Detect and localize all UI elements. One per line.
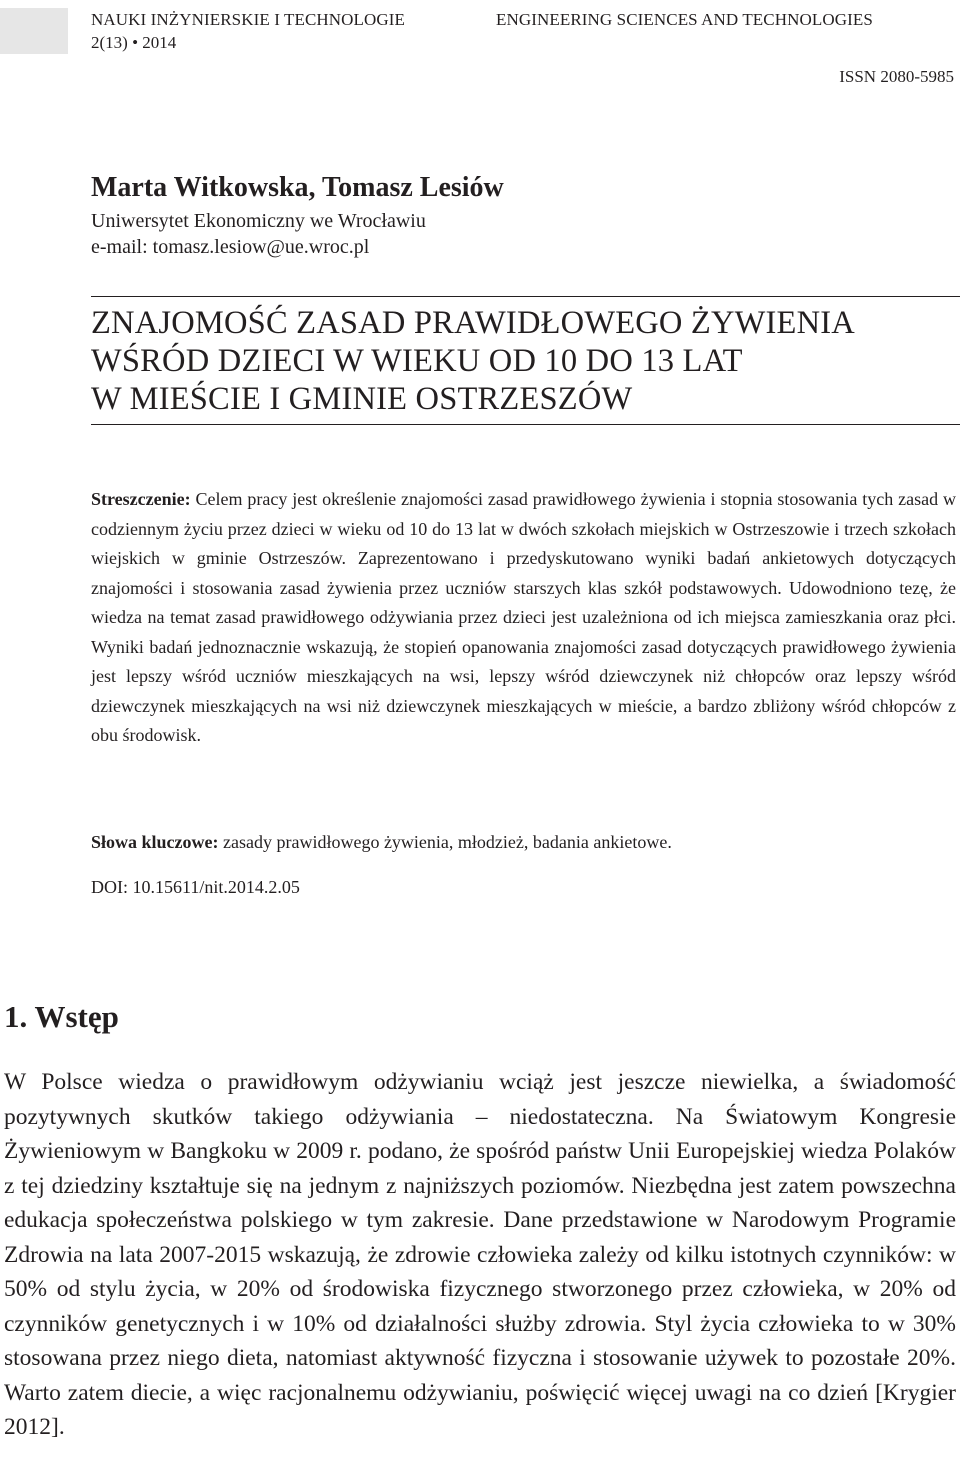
keywords bbox=[91, 829, 956, 855]
author-affiliation: Uniwersytet Ekonomiczny we Wrocławiu bbox=[91, 210, 426, 232]
journal-issn: ISSN 2080-5985 bbox=[839, 67, 954, 86]
doi: DOI: 10.15611/nit.2014.2.05 bbox=[91, 877, 300, 897]
section-body-text: W Polsce wiedza o prawidłowym odżywianiu wciąż jest jeszcze niewielka, a świadomość pozytywnych skutków takiego odżywiania – niedostateczna. Na Światowym Kongresie Żywieniowym w Bangkoku w 2009 r. podano, że spośród państw Unii Europejskiej wiedza Polaków z tej dziedziny kształtuje się na jednym z najniższych poziomów. Niezbędna jest zatem powszechna edukacja społeczeństwa polskiego w tym zakresie. Dane przedstawione w Narodowym Programie Zdrowia na lata 2007-2015 wskazują, że zdrowie człowieka zależy od kilku istotnych czynników: w 50% od stylu życia, w 20% od środowiska fizycznego stworzonego przez człowieka, w 20% od czynników genetycznych i w 10% od działalności służby zdrowia. Styl życia człowieka to w 30% stosowana przez niego dieta, natomiast aktywność fizyczna i stosowanie używek to pozostałe 20%. Warto zatem diecie, a więc racjonalnemu odżywianiu, poświęcić więcej uwagi na co dzień [Krygier 2012]. bbox=[4, 1069, 956, 1440]
paper-title-line-3: W MIEŚCIE I GMINIE OSTRZESZÓW bbox=[91, 381, 633, 417]
paper-title bbox=[91, 304, 956, 418]
journal-name-polish: NAUKI INŻYNIERSKIE I TECHNOLOGIE bbox=[91, 10, 406, 29]
keywords-text: zasady prawidłowego żywienia, młodzież, badania ankietowe. bbox=[218, 832, 672, 852]
title-top-rule bbox=[91, 296, 960, 297]
author-email: e-mail: tomasz.lesiow@ue.wroc.pl bbox=[91, 236, 370, 258]
title-bottom-rule bbox=[91, 424, 960, 425]
author-names: Marta Witkowska, Tomasz Lesiów bbox=[91, 172, 504, 203]
section-heading: 1. Wstęp bbox=[4, 999, 119, 1034]
paper-title-line-2: WŚRÓD DZIECI W WIEKU OD 10 DO 13 LAT bbox=[91, 343, 743, 379]
abstract-text: Celem pracy jest określenie znajomości zasad prawidłowego żywienia i stopnia stosowania tych zasad w codziennym życiu przez dzieci w wieku od 10 do 13 lat w dwóch szkołach miejskich w Ostrzeszowie i trzech szkołach wiejskich w gminie Ostrzeszów. Zaprezentowano i przedyskutowano wyniki badań ankietowych dotyczących znajomości i stosowania zasad żywienia przez uczniów starszych klas szkół podstawowych. Udowodniono tezę, że wiedza na temat zasad prawidłowego odżywiania przez dzieci jest uzależniona od ich miejsca zamieszkania oraz płci. Wyniki badań jednoznacznie wskazują, że stopień opanowania znajomości zasad dotyczących prawidłowego żywienia jest lepszy wśród uczniów mieszkających na wsi, lepszy wśród dziewczynek niż chłopców oraz lepszy wśród dziewczynek mieszkających na wsi niż dziewczynek mieszkających w mieście, a bardzo zbliżony wśród chłopców z obu środowisk. bbox=[91, 489, 956, 745]
journal-issue: 2(13) • 2014 bbox=[91, 33, 177, 52]
paper-title-line-1: ZNAJOMOŚĆ ZASAD PRAWIDŁOWEGO ŻYWIENIA bbox=[91, 305, 855, 341]
abstract bbox=[91, 485, 956, 751]
keywords-label: Słowa kluczowe: bbox=[91, 832, 219, 852]
journal-logo-box bbox=[0, 8, 68, 54]
abstract-label: Streszczenie: bbox=[91, 489, 191, 509]
journal-name-english: ENGINEERING SCIENCES AND TECHNOLOGIES bbox=[496, 10, 873, 29]
